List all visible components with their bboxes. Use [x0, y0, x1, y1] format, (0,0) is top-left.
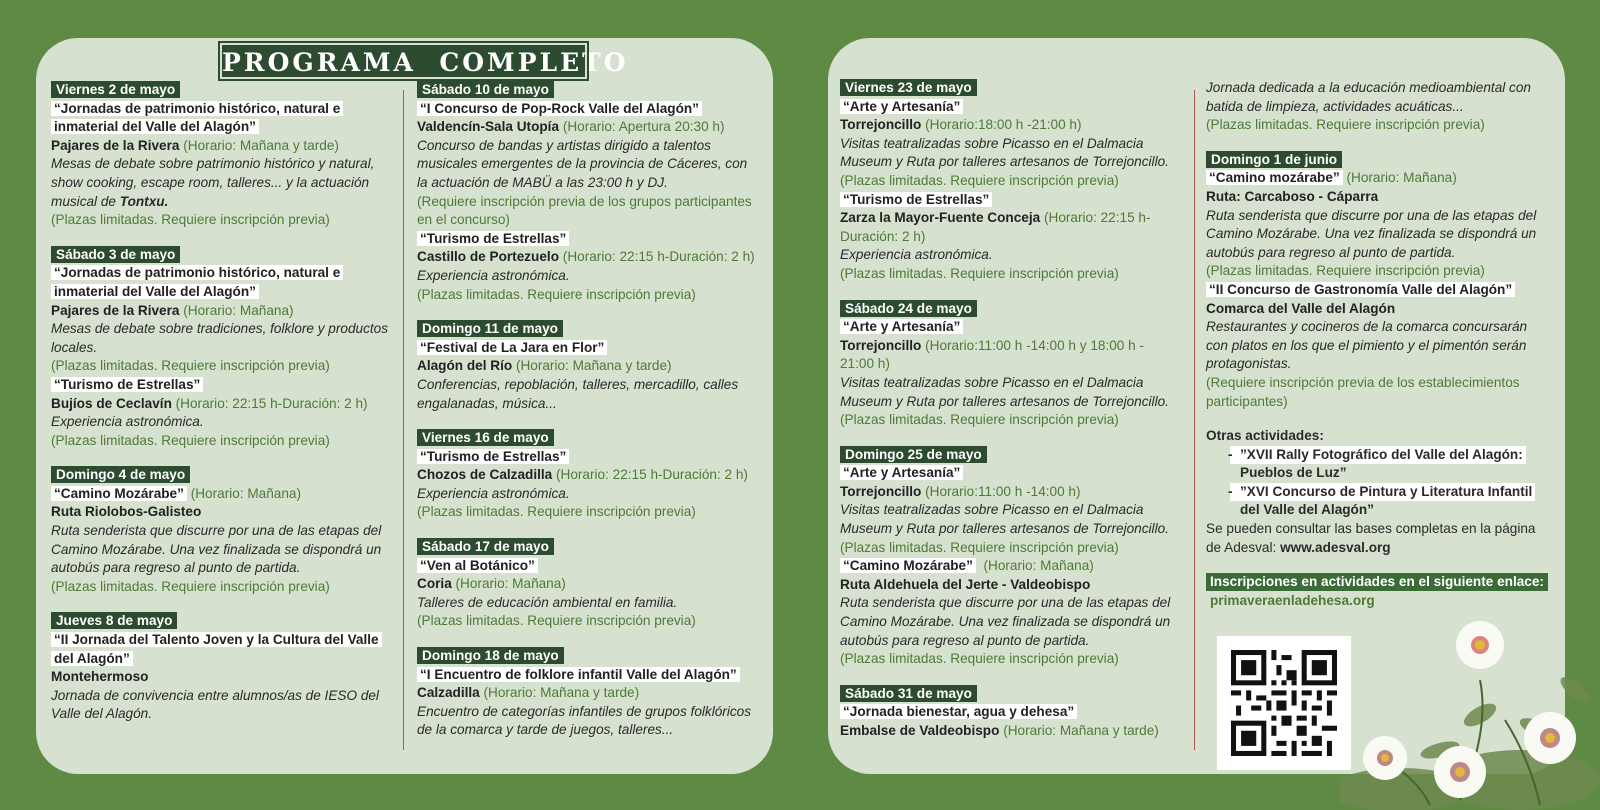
bases-text: Se pueden consultar las bases completas en la página: [1206, 521, 1536, 537]
event-schedule: (Horario: Mañana y tarde): [483, 685, 640, 701]
event-title: “Turismo de Estrellas”: [51, 377, 203, 392]
event-description: Ruta senderista que discurre por una de las etapas del: [840, 595, 1171, 611]
event-block: [840, 300, 1190, 430]
registration-link[interactable]: primaveraenladehesa.org: [1210, 592, 1375, 608]
event-description: Restaurantes y cocineros de la comarca concursarán: [1206, 319, 1528, 335]
registration-banner: Inscripciones en actividades en el siguiente enlace:: [1206, 573, 1548, 591]
event-location: Torrejoncillo: [840, 337, 922, 353]
event-title: “II Concurso de Gastronomía Valle del Alagón”: [1206, 282, 1515, 297]
event-schedule: (Horario: Mañana y tarde): [183, 137, 339, 153]
event-location: Valdencín-Sala Utopía: [417, 119, 560, 135]
event-description: Experiencia astronómica.: [51, 414, 204, 430]
adesval-link[interactable]: www.adesval.org: [1280, 539, 1391, 555]
flower-decoration-icon: [1340, 620, 1600, 810]
event-description: protagonistas.: [1206, 356, 1292, 372]
event-schedule: (Horario: Apertura 20:30 h): [562, 119, 725, 135]
event-description: Concurso de bandas y artistas dirigido a talentos: [417, 137, 711, 153]
event-location: Calzadilla: [417, 685, 480, 701]
column-2: [417, 81, 767, 740]
event-title: “Jornadas de patrimonio histórico, natural e: [51, 265, 343, 280]
event-note: (Plazas limitadas. Requiere inscripción previa): [840, 172, 1119, 188]
event-description: Mesas de debate sobre patrimonio histórico y natural,: [51, 156, 375, 172]
event-title: “Turismo de Estrellas”: [840, 192, 992, 207]
event-note: participantes): [1206, 393, 1288, 409]
event-note: (Plazas limitadas. Requiere inscripción previa): [51, 432, 330, 448]
event-location: Montehermoso: [51, 669, 149, 685]
event-location: Bujíos de Ceclavín: [51, 395, 172, 411]
column-divider: [403, 90, 404, 750]
artist-name: Tontxu.: [119, 193, 169, 209]
event-block: [417, 429, 767, 522]
event-note: (Plazas limitadas. Requiere inscripción previa): [417, 613, 696, 629]
event-description: Camino Mozárabe. Una vez finalizada se dispondrá un: [840, 614, 1171, 630]
event-location: Alagón del Río: [417, 358, 513, 374]
event-description: Museum y Ruta por talleres artesanos de Torrejoncillo.: [840, 521, 1169, 537]
day-header: Viernes 2 de mayo: [51, 81, 180, 98]
bases-text: de Adesval:: [1206, 539, 1281, 555]
event-title: “Arte y Artesanía”: [840, 465, 963, 480]
event-location: Embalse de Valdeobispo: [840, 723, 1000, 738]
day-header: Domingo 11 de mayo: [417, 320, 563, 337]
other-activity-title: ”XVII Rally Fotográfico del Valle del Alagón:: [1230, 446, 1526, 465]
event-title: “Ven al Botánico”: [417, 558, 538, 573]
event-description: batida de limpieza, actividades acuáticas...: [1206, 98, 1464, 114]
other-activity-title: del Valle del Alagón”: [1240, 502, 1374, 518]
event-description: locales.: [51, 339, 98, 355]
event-title: “I Concurso de Pop-Rock Valle del Alagón”: [417, 101, 702, 116]
event-description: autobús para regreso al punto de partida.: [1206, 244, 1456, 260]
event-schedule: (Horario:11:00 h -14:00 h y 18:00 h -: [925, 337, 1144, 353]
qr-code[interactable]: [1217, 636, 1351, 770]
event-schedule: (Horario: Mañana): [455, 576, 566, 592]
event-description: Jornada de convivencia entre alumnos/as de IESO del: [51, 687, 379, 703]
event-schedule: (Horario: Mañana): [183, 302, 294, 318]
event-note: (Plazas limitadas. Requiere inscripción previa): [840, 651, 1119, 667]
event-block: [840, 685, 1190, 741]
event-location: Coria: [417, 576, 452, 592]
event-description: Encuentro de categorías infantiles de grupos folklóricos: [417, 703, 751, 719]
other-activity-item: [1206, 483, 1556, 520]
event-title: inmaterial del Valle del Alagón”: [51, 119, 259, 134]
event-title: “Arte y Artesanía”: [840, 319, 963, 334]
event-title: “Turismo de Estrellas”: [417, 449, 569, 464]
other-activity-title: ”XVI Concurso de Pintura y Literatura Infantil: [1230, 483, 1535, 502]
event-location: Zarza la Mayor-Fuente Conceja: [840, 210, 1041, 226]
event-title: “I Encuentro de folklore infantil Valle del Alagón”: [417, 667, 740, 682]
event-block: [51, 81, 396, 230]
event-description: show cooking, escape room, talleres... y la actuación: [51, 174, 370, 190]
event-schedule: (Horario:18:00 h -21:00 h): [925, 117, 1082, 133]
event-note: (Plazas limitadas. Requiere inscripción previa): [1206, 263, 1485, 279]
day-header: Sábado 17 de mayo: [417, 538, 554, 555]
event-note: (Plazas limitadas. Requiere inscripción previa): [51, 212, 330, 228]
event-description: Camino Mozárabe. Una vez finalizada se dispondrá un: [1206, 226, 1537, 242]
event-schedule: (Horario:11:00 h -14:00 h): [925, 483, 1081, 499]
event-title: “Festival de La Jara en Flor”: [417, 340, 607, 355]
event-block: [51, 466, 396, 596]
event-schedule: Duración: 2 h): [840, 228, 926, 244]
event-description: musicales emergentes de la provincia de Cáceres, con: [417, 156, 748, 172]
event-description: engalanadas, música...: [417, 395, 557, 411]
event-schedule: (Horario: 22:15 h-Duración: 2 h): [556, 467, 748, 483]
event-note: (Plazas limitadas. Requiere inscripción previa): [417, 286, 696, 302]
event-note: (Plazas limitadas. Requiere inscripción previa): [417, 504, 696, 520]
event-title: “Jornadas de patrimonio histórico, natural e: [51, 101, 343, 116]
other-activity-title: Pueblos de Luz”: [1240, 465, 1347, 481]
day-header: Sábado 24 de mayo: [840, 300, 977, 317]
event-schedule: (Horario: Mañana y tarde): [515, 358, 672, 374]
event-description: Valle del Alagón.: [51, 706, 153, 722]
event-schedule: (Horario: 22:15 h-Duración: 2 h): [562, 249, 755, 265]
event-description: Ruta senderista que discurre por una de las etapas del: [1206, 207, 1537, 223]
event-block: [840, 446, 1190, 669]
column-4: [1206, 79, 1556, 610]
event-block: [840, 79, 1190, 284]
event-location: Torrejoncillo: [840, 117, 922, 133]
day-header: Domingo 25 de mayo: [840, 446, 987, 463]
event-description: Ruta senderista que discurre por una de las etapas del: [51, 523, 382, 539]
event-block: [417, 538, 767, 631]
day-header: Domingo 18 de mayo: [417, 647, 564, 664]
event-description: Museum y Ruta por talleres artesanos de Torrejoncillo.: [840, 393, 1169, 409]
event-description: la actuación de MABÜ a las 23:00 h y DJ.: [417, 174, 668, 190]
event-note: en el concurso): [417, 212, 510, 228]
flower-1: [1456, 621, 1504, 669]
event-title: “II Jornada del Talento Joven y la Cultura del Valle: [51, 632, 382, 647]
event-title: “Arte y Artesanía”: [840, 99, 963, 114]
day-header: Sábado 10 de mayo: [417, 81, 554, 98]
day-header: Domingo 1 de junio: [1206, 151, 1342, 168]
event-note: (Plazas limitadas. Requiere inscripción previa): [840, 265, 1119, 281]
event-description: Experiencia astronómica.: [840, 247, 993, 263]
event-description: Mesas de debate sobre tradiciones, folklore y productos: [51, 321, 389, 337]
event-description: Experiencia astronómica.: [417, 267, 570, 283]
event-schedule: (Horario: Mañana y tarde): [1003, 723, 1159, 738]
event-description: Jornada dedicada a la educación medioambiental con: [1206, 80, 1531, 95]
event-note: (Requiere inscripción previa de los grupos participantes: [417, 193, 752, 209]
column-1: [51, 81, 396, 724]
event-description: con platos en los que el pimiento y el pimentón serán: [1206, 337, 1527, 353]
page-title: PROGRAMA COMPLETO: [220, 43, 587, 79]
event-schedule: (Horario: 22:15 h-Duración: 2 h): [175, 395, 368, 411]
event-block: [417, 647, 767, 740]
event-location: Pajares de la Rivera: [51, 137, 180, 153]
event-location: Ruta Riolobos-Galisteo: [51, 504, 202, 520]
event-note: (Plazas limitadas. Requiere inscripción previa): [840, 539, 1119, 555]
day-header: Sábado 31 de mayo: [840, 685, 977, 702]
day-header: Domingo 4 de mayo: [51, 466, 190, 483]
event-block: [417, 320, 767, 413]
event-schedule: (Horario: Mañana): [975, 558, 1094, 574]
event-location: Comarca del Valle del Alagón: [1206, 300, 1396, 316]
event-schedule: (Horario: Mañana): [190, 485, 302, 501]
column-3: [840, 79, 1190, 741]
event-description: Museum y Ruta por talleres artesanos de Torrejoncillo.: [840, 154, 1169, 170]
event-note: (Plazas limitadas. Requiere inscripción previa): [840, 412, 1119, 428]
event-schedule: (Horario: 22:15 h-: [1043, 210, 1151, 226]
event-description: Visitas teatralizadas sobre Picasso en el Dalmacia: [840, 502, 1144, 518]
event-location: Castillo de Portezuelo: [417, 249, 560, 265]
event-title: “Camino Mozárabe”: [840, 558, 976, 573]
event-block: [1206, 151, 1556, 411]
event-location: Pajares de la Rivera: [51, 302, 180, 318]
event-schedule: (Horario: Mañana): [1346, 170, 1457, 186]
column-divider: [1194, 90, 1195, 750]
day-header: Viernes 23 de mayo: [840, 79, 977, 96]
other-activities-title: Otras actividades:: [1206, 428, 1324, 444]
event-title: “Turismo de Estrellas”: [417, 231, 569, 246]
day-header: Sábado 3 de mayo: [51, 246, 180, 263]
event-description: Experiencia astronómica.: [417, 485, 570, 501]
event-title: del Alagón”: [51, 651, 133, 666]
day-header: Viernes 16 de mayo: [417, 429, 554, 446]
event-note: (Plazas limitadas. Requiere inscripción previa): [51, 358, 330, 374]
event-note: (Plazas limitadas. Requiere inscripción previa): [51, 578, 330, 594]
event-description: Visitas teatralizadas sobre Picasso en el Dalmacia: [840, 135, 1144, 151]
event-location: Torrejoncillo: [840, 483, 922, 499]
day-header: Jueves 8 de mayo: [51, 612, 177, 629]
event-description: Visitas teatralizadas sobre Picasso en el Dalmacia: [840, 374, 1144, 390]
event-note: (Plazas limitadas. Requiere inscripción previa): [1206, 117, 1485, 133]
event-title: inmaterial del Valle del Alagón”: [51, 284, 259, 299]
event-title: “Camino mozárabe”: [1206, 170, 1343, 185]
event-location: Ruta Aldehuela del Jerte - Valdeobispo: [840, 576, 1091, 592]
event-description: musical de: [51, 193, 120, 209]
event-description: autobús para regreso al punto de partida.: [51, 560, 301, 576]
event-description: de la comarca y tarde de juegos, talleres...: [417, 722, 674, 738]
event-block: [51, 246, 396, 451]
event-description: Camino Mozárabe. Una vez finalizada se dispondrá un: [51, 541, 382, 557]
event-location: Ruta: Carcaboso - Cáparra: [1206, 188, 1379, 204]
event-title: “Camino Mozárabe”: [51, 486, 187, 501]
event-block: [417, 81, 767, 304]
event-description: Talleres de educación ambiental en familia.: [417, 594, 678, 610]
event-description: Conferencias, repoblación, talleres, mercadillo, calles: [417, 376, 739, 392]
event-description: autobús para regreso al punto de partida.: [840, 632, 1090, 648]
event-schedule: 21:00 h): [840, 356, 890, 372]
event-block: [51, 612, 396, 724]
qr-code-icon: [1231, 650, 1337, 756]
event-title: “Jornada bienestar, agua y dehesa”: [840, 704, 1077, 719]
event-note: (Requiere inscripción previa de los establecimientos: [1206, 374, 1520, 390]
event-location: Chozos de Calzadilla: [417, 467, 553, 483]
other-activity-item: [1206, 446, 1556, 483]
